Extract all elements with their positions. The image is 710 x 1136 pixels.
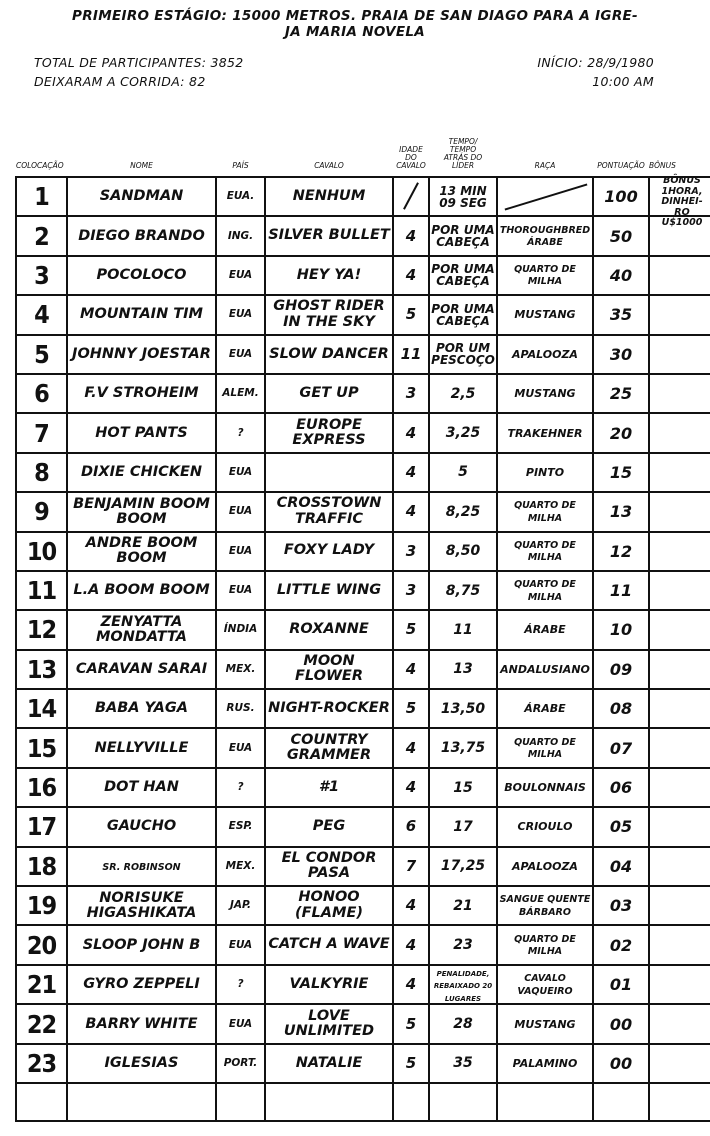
row-horse-age: 5 bbox=[393, 610, 429, 649]
row-points: 30 bbox=[593, 335, 649, 374]
row-bonus bbox=[649, 847, 710, 886]
row-points: 07 bbox=[593, 728, 649, 767]
bonus-note: BÔNUS 1HORA, DINHEI- RO U$1000 bbox=[661, 175, 703, 228]
table-row bbox=[16, 453, 710, 492]
row-name: GYRO ZEPPELI bbox=[67, 965, 216, 1005]
row-horse: PEG bbox=[265, 807, 393, 846]
row-breed: QUARTO DE MILHA bbox=[497, 728, 593, 767]
row-breed: QUARTO DE MILHA bbox=[497, 571, 593, 610]
row-bonus bbox=[649, 650, 710, 689]
row-breed: CAVALO VAQUEIRO bbox=[497, 965, 593, 1005]
row-breed: QUARTO DE MILHA bbox=[497, 532, 593, 571]
row-horse: CROSSTOWN TRAFFIC bbox=[265, 492, 393, 531]
row-horse-age: 7 bbox=[393, 847, 429, 886]
row-country: MEX. bbox=[216, 847, 265, 886]
row-breed: PINTO bbox=[497, 453, 593, 492]
table-row bbox=[16, 1044, 710, 1083]
row-points: 50 bbox=[593, 216, 649, 255]
row-time: 8,25 bbox=[429, 492, 497, 531]
row-country: EUA bbox=[216, 728, 265, 767]
row-bonus bbox=[649, 768, 710, 807]
row-points: 00 bbox=[593, 1004, 649, 1043]
row-country: EUA bbox=[216, 492, 265, 531]
row-name: SR. ROBINSON bbox=[67, 847, 216, 886]
row-bonus bbox=[649, 610, 710, 649]
row-position: 16 bbox=[16, 768, 67, 807]
row-position: 22 bbox=[16, 1004, 67, 1043]
row-time: 13 MIN 09 SEG bbox=[429, 177, 497, 216]
row-bonus bbox=[649, 453, 710, 492]
row-time: POR UM PESCOÇO bbox=[429, 335, 497, 374]
row-horse: EUROPE EXPRESS bbox=[265, 413, 393, 452]
row-points: 15 bbox=[593, 453, 649, 492]
row-time: 17 bbox=[429, 807, 497, 846]
row-position: 19 bbox=[16, 886, 67, 925]
row-breed: BOULONNAIS bbox=[497, 768, 593, 807]
row-time: 11 bbox=[429, 610, 497, 649]
row-country: ING. bbox=[216, 216, 265, 255]
row-country: EUA bbox=[216, 256, 265, 295]
row-bonus bbox=[649, 1004, 710, 1043]
row-country: ? bbox=[216, 413, 265, 452]
row-position: 4 bbox=[16, 295, 67, 334]
row-name: SLOOP JOHN B bbox=[67, 925, 216, 964]
row-time: 21 bbox=[429, 886, 497, 925]
row-name: NELLYVILLE bbox=[67, 728, 216, 767]
row-bonus bbox=[649, 295, 710, 334]
row-horse: GHOST RIDER IN THE SKY bbox=[265, 295, 393, 334]
row-name: F.V STROHEIM bbox=[67, 374, 216, 413]
summary-right bbox=[537, 53, 654, 91]
row-country: MEX. bbox=[216, 650, 265, 689]
row-points: 20 bbox=[593, 413, 649, 452]
summary-left bbox=[34, 53, 244, 91]
table-row bbox=[16, 807, 710, 846]
row-position: 10 bbox=[16, 532, 67, 571]
table-row bbox=[16, 532, 710, 571]
row-country: ? bbox=[216, 768, 265, 807]
row-position: 12 bbox=[16, 610, 67, 649]
table-row bbox=[16, 650, 710, 689]
header-country: PAÍS bbox=[232, 161, 249, 170]
row-bonus bbox=[649, 728, 710, 767]
title-line-2: JA MARIA NOVELA bbox=[284, 24, 426, 40]
row-country: EUA bbox=[216, 453, 265, 492]
row-horse: EL CONDOR PASA bbox=[265, 847, 393, 886]
row-horse: CATCH A WAVE bbox=[265, 925, 393, 964]
row-country: PORT. bbox=[216, 1044, 265, 1083]
row-horse: COUNTRY GRAMMER bbox=[265, 728, 393, 767]
row-breed: PALAMINO bbox=[497, 1044, 593, 1083]
row-name: HOT PANTS bbox=[67, 413, 216, 452]
row-bonus bbox=[649, 807, 710, 846]
empty-cell bbox=[16, 1083, 67, 1121]
start-date-text: INÍCIO: 28/9/1980 bbox=[537, 55, 654, 70]
row-horse: MOON FLOWER bbox=[265, 650, 393, 689]
row-country: EUA bbox=[216, 295, 265, 334]
table-row bbox=[16, 925, 710, 964]
header-position: COLOCAÇÃO bbox=[16, 161, 64, 170]
row-horse-age: 4 bbox=[393, 925, 429, 964]
row-horse-age bbox=[393, 177, 429, 216]
row-horse-age: 3 bbox=[393, 374, 429, 413]
header-points: PONTUAÇÃO bbox=[597, 161, 645, 170]
row-points: 11 bbox=[593, 571, 649, 610]
row-horse: FOXY LADY bbox=[265, 532, 393, 571]
table-row bbox=[16, 847, 710, 886]
row-country: ÍNDIA bbox=[216, 610, 265, 649]
row-breed: MUSTANG bbox=[497, 1004, 593, 1043]
dropouts-text: DEIXARAM A CORRIDA: 82 bbox=[34, 74, 206, 89]
row-time: 35 bbox=[429, 1044, 497, 1083]
empty-slash bbox=[499, 182, 591, 212]
row-breed: SANGUE QUENTE BÁRBARO bbox=[497, 886, 593, 925]
row-points: 08 bbox=[593, 689, 649, 728]
empty-cell bbox=[265, 1083, 393, 1121]
row-name: CARAVAN SARAI bbox=[67, 650, 216, 689]
row-bonus bbox=[649, 571, 710, 610]
row-position: 18 bbox=[16, 847, 67, 886]
row-breed: CRIOULO bbox=[497, 807, 593, 846]
row-country: JAP. bbox=[216, 886, 265, 925]
row-horse: GET UP bbox=[265, 374, 393, 413]
table-row bbox=[16, 1004, 710, 1043]
empty-slash bbox=[400, 182, 422, 208]
row-name: IGLESIAS bbox=[67, 1044, 216, 1083]
row-horse: VALKYRIE bbox=[265, 965, 393, 1005]
row-breed: ÁRABE bbox=[497, 610, 593, 649]
row-time: 2,5 bbox=[429, 374, 497, 413]
row-country: ESP. bbox=[216, 807, 265, 846]
row-bonus bbox=[649, 689, 710, 728]
row-horse-age: 4 bbox=[393, 256, 429, 295]
row-position: 6 bbox=[16, 374, 67, 413]
row-horse: LOVE UNLIMITED bbox=[265, 1004, 393, 1043]
row-horse-age: 4 bbox=[393, 886, 429, 925]
row-name: DOT HAN bbox=[67, 768, 216, 807]
row-bonus bbox=[649, 492, 710, 531]
row-points: 10 bbox=[593, 610, 649, 649]
row-name: BARRY WHITE bbox=[67, 1004, 216, 1043]
row-position: 3 bbox=[16, 256, 67, 295]
row-points: 09 bbox=[593, 650, 649, 689]
row-position: 23 bbox=[16, 1044, 67, 1083]
row-breed: MUSTANG bbox=[497, 374, 593, 413]
empty-cell bbox=[216, 1083, 265, 1121]
row-position: 20 bbox=[16, 925, 67, 964]
participants-text: TOTAL DE PARTICIPANTES: 3852 bbox=[34, 55, 244, 70]
row-time: 28 bbox=[429, 1004, 497, 1043]
row-horse-age: 3 bbox=[393, 532, 429, 571]
row-position: 15 bbox=[16, 728, 67, 767]
row-horse-age: 4 bbox=[393, 768, 429, 807]
row-breed: MUSTANG bbox=[497, 295, 593, 334]
row-position: 2 bbox=[16, 216, 67, 255]
row-points: 12 bbox=[593, 532, 649, 571]
row-time: 13,50 bbox=[429, 689, 497, 728]
row-time: POR UMA CABEÇA bbox=[429, 216, 497, 255]
row-name: L.A BOOM BOOM bbox=[67, 571, 216, 610]
row-bonus bbox=[649, 374, 710, 413]
row-horse-age: 4 bbox=[393, 650, 429, 689]
row-country: EUA bbox=[216, 335, 265, 374]
row-horse-age: 4 bbox=[393, 413, 429, 452]
row-breed: ANDALUSIANO bbox=[497, 650, 593, 689]
empty-cell bbox=[429, 1083, 497, 1121]
table-row bbox=[16, 886, 710, 925]
row-breed: APALOOZA bbox=[497, 847, 593, 886]
empty-cell bbox=[593, 1083, 649, 1121]
row-time: POR UMA CABEÇA bbox=[429, 295, 497, 334]
row-horse: HEY YA! bbox=[265, 256, 393, 295]
row-horse-age: 6 bbox=[393, 807, 429, 846]
row-bonus bbox=[649, 965, 710, 1005]
row-time: PENALIDADE, REBAIXADO 20 LUGARES bbox=[429, 965, 497, 1005]
row-country: ? bbox=[216, 965, 265, 1005]
row-breed bbox=[497, 177, 593, 216]
row-horse-age: 5 bbox=[393, 295, 429, 334]
row-position: 5 bbox=[16, 335, 67, 374]
row-country: EUA bbox=[216, 571, 265, 610]
row-breed: QUARTO DE MILHA bbox=[497, 256, 593, 295]
row-horse: ROXANNE bbox=[265, 610, 393, 649]
row-breed: TRAKEHNER bbox=[497, 413, 593, 452]
header-time: TEMPO/ TEMPO ATRÁS DO LÍDER bbox=[443, 137, 483, 170]
table-row bbox=[16, 689, 710, 728]
row-time: 15 bbox=[429, 768, 497, 807]
row-points: 06 bbox=[593, 768, 649, 807]
row-breed: THOROUGHBRED ÁRABE bbox=[497, 216, 593, 255]
row-horse: HONOO (FLAME) bbox=[265, 886, 393, 925]
row-name: SANDMAN bbox=[67, 177, 216, 216]
row-name: MOUNTAIN TIM bbox=[67, 295, 216, 334]
table-row bbox=[16, 728, 710, 767]
row-bonus bbox=[649, 335, 710, 374]
row-position: 14 bbox=[16, 689, 67, 728]
row-time: 8,75 bbox=[429, 571, 497, 610]
row-horse: NIGHT-ROCKER bbox=[265, 689, 393, 728]
table-row bbox=[16, 413, 710, 452]
row-points: 100 bbox=[593, 177, 649, 216]
table-row bbox=[16, 177, 710, 216]
row-points: 04 bbox=[593, 847, 649, 886]
row-name: JOHNNY JOESTAR bbox=[67, 335, 216, 374]
row-points: 40 bbox=[593, 256, 649, 295]
row-points: 13 bbox=[593, 492, 649, 531]
table-row bbox=[16, 256, 710, 295]
row-horse-age: 5 bbox=[393, 689, 429, 728]
empty-cell bbox=[649, 1083, 710, 1121]
row-horse: #1 bbox=[265, 768, 393, 807]
row-bonus bbox=[649, 1044, 710, 1083]
row-position: 11 bbox=[16, 571, 67, 610]
row-horse-age: 11 bbox=[393, 335, 429, 374]
row-horse bbox=[265, 453, 393, 492]
row-position: 17 bbox=[16, 807, 67, 846]
row-horse: NATALIE bbox=[265, 1044, 393, 1083]
row-bonus bbox=[649, 413, 710, 452]
row-country: EUA bbox=[216, 532, 265, 571]
table-row bbox=[16, 216, 710, 255]
row-time: 13,75 bbox=[429, 728, 497, 767]
row-breed: ÁRABE bbox=[497, 689, 593, 728]
header-bonus: BÔNUS bbox=[649, 161, 676, 170]
row-points: 00 bbox=[593, 1044, 649, 1083]
table-row bbox=[16, 295, 710, 334]
row-position: 7 bbox=[16, 413, 67, 452]
row-country: ALEM. bbox=[216, 374, 265, 413]
results-table bbox=[15, 122, 710, 1122]
row-position: 8 bbox=[16, 453, 67, 492]
row-country: EUA bbox=[216, 1004, 265, 1043]
row-points: 03 bbox=[593, 886, 649, 925]
row-breed: QUARTO DE MILHA bbox=[497, 925, 593, 964]
row-breed: QUARTO DE MILHA bbox=[497, 492, 593, 531]
row-points: 25 bbox=[593, 374, 649, 413]
row-time: 17,25 bbox=[429, 847, 497, 886]
row-time: 3,25 bbox=[429, 413, 497, 452]
row-country: EUA bbox=[216, 925, 265, 964]
table-row bbox=[16, 492, 710, 531]
row-horse: NENHUM bbox=[265, 177, 393, 216]
row-points: 05 bbox=[593, 807, 649, 846]
row-time: POR UMA CABEÇA bbox=[429, 256, 497, 295]
row-horse-age: 4 bbox=[393, 492, 429, 531]
row-horse-age: 5 bbox=[393, 1044, 429, 1083]
row-points: 35 bbox=[593, 295, 649, 334]
row-name: DIXIE CHICKEN bbox=[67, 453, 216, 492]
row-horse: LITTLE WING bbox=[265, 571, 393, 610]
table-row bbox=[16, 571, 710, 610]
row-country: RUS. bbox=[216, 689, 265, 728]
table-row bbox=[16, 965, 710, 1005]
row-name: GAUCHO bbox=[67, 807, 216, 846]
page-title bbox=[0, 8, 710, 40]
row-position: 13 bbox=[16, 650, 67, 689]
header-name: NOME bbox=[130, 161, 153, 170]
empty-cell bbox=[67, 1083, 216, 1121]
row-time: 23 bbox=[429, 925, 497, 964]
row-bonus bbox=[649, 256, 710, 295]
table-header-row bbox=[16, 122, 710, 177]
row-points: 01 bbox=[593, 965, 649, 1005]
row-name: ANDRE BOOM BOOM bbox=[67, 532, 216, 571]
row-bonus bbox=[649, 532, 710, 571]
empty-cell bbox=[393, 1083, 429, 1121]
header-age: IDADE DO CAVALO bbox=[396, 145, 426, 170]
row-position: 21 bbox=[16, 965, 67, 1005]
table-row bbox=[16, 610, 710, 649]
row-name: NORISUKE HIGASHIKATA bbox=[67, 886, 216, 925]
row-time: 5 bbox=[429, 453, 497, 492]
header-breed: RAÇA bbox=[534, 161, 556, 170]
row-name: BABA YAGA bbox=[67, 689, 216, 728]
row-horse-age: 4 bbox=[393, 216, 429, 255]
row-bonus bbox=[649, 886, 710, 925]
empty-cell bbox=[497, 1083, 593, 1121]
row-time: 13 bbox=[429, 650, 497, 689]
header-horse: CAVALO bbox=[314, 161, 344, 170]
row-horse-age: 5 bbox=[393, 1004, 429, 1043]
row-name: DIEGO BRANDO bbox=[67, 216, 216, 255]
table-row bbox=[16, 335, 710, 374]
row-horse: SILVER BULLET bbox=[265, 216, 393, 255]
row-horse-age: 4 bbox=[393, 728, 429, 767]
row-name: POCOLOCO bbox=[67, 256, 216, 295]
empty-row bbox=[16, 1083, 710, 1121]
table-row bbox=[16, 374, 710, 413]
row-horse-age: 4 bbox=[393, 965, 429, 1005]
title-line-1: PRIMEIRO ESTÁGIO: 15000 METROS. PRAIA DE SAN DIAGO PARA A IGRE- bbox=[72, 8, 638, 24]
start-time-text: 10:00 AM bbox=[592, 74, 654, 89]
row-horse-age: 3 bbox=[393, 571, 429, 610]
row-horse-age: 4 bbox=[393, 453, 429, 492]
row-bonus bbox=[649, 925, 710, 964]
row-name: ZENYATTA MONDATTA bbox=[67, 610, 216, 649]
row-position: 9 bbox=[16, 492, 67, 531]
table-row bbox=[16, 768, 710, 807]
row-horse: SLOW DANCER bbox=[265, 335, 393, 374]
row-country: EUA. bbox=[216, 177, 265, 216]
row-position: 1 bbox=[16, 177, 67, 216]
row-name: BENJAMIN BOOM BOOM bbox=[67, 492, 216, 531]
row-points: 02 bbox=[593, 925, 649, 964]
row-time: 8,50 bbox=[429, 532, 497, 571]
row-breed: APALOOZA bbox=[497, 335, 593, 374]
